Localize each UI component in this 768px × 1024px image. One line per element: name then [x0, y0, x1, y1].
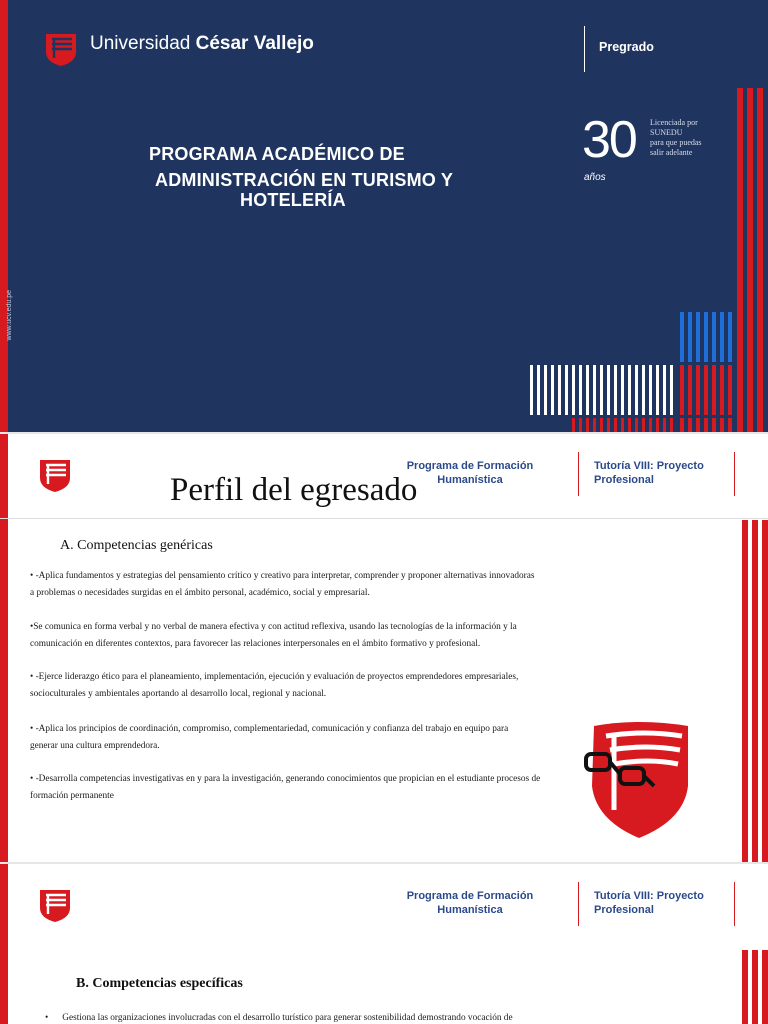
page-title: Perfil del egresado [170, 472, 418, 508]
tutoria-label: Tutoría VIII: Proyecto Profesional [594, 460, 704, 486]
generic-item-3: • -Ejerce liderazgo ético para el planeamiento, implementación, ejecución y evaluación de proyectos emprendedores empresariales, socioculturales y ambientales aportando al desarrollo local, regional y nacional. [30, 672, 519, 699]
header-divider-right [734, 452, 735, 496]
program-label: Programa de Formación Humanística [406, 890, 534, 916]
pregrado-label: Pregrado [599, 40, 654, 54]
specific-item-1: • Gestiona las organizaciones involucradas con el desarrollo turístico para generar sostenibilidad demostrando vocación de [45, 1010, 575, 1024]
generic-item-2: •Se comunica en forma verbal y no verbal de manera efectiva y con actitud reflexiva, usando las tecnologías de la información y la comunicación en diferentes contextos, para favorecer las relaciones interpersonales en el ámbito formativo y profesional. [30, 622, 517, 649]
website-text: www.ucv.edu.pe [6, 290, 13, 341]
cover-stripes-decoration [0, 0, 768, 432]
bullet-icon: • [45, 1013, 49, 1023]
profile-slide [0, 434, 768, 862]
generic-item-5: • -Desarrolla competencias investigativas en y para la investigación, generando conocimientos que propician en el estudiante procesos de formación permanente [30, 774, 541, 801]
right-stripes-decoration [738, 520, 768, 862]
ucv-logo-icon [38, 886, 72, 922]
header-divider [578, 882, 579, 926]
program-label: Programa de Formación Humanística [406, 460, 534, 486]
ucv-logo-icon [38, 456, 72, 492]
right-stripes-decoration [738, 950, 768, 1024]
specific-competencies-slide [0, 864, 768, 1024]
tutoria-label: Tutoría VIII: Proyecto Profesional [594, 890, 704, 916]
cover-slide [0, 0, 768, 432]
slide-red-bar [0, 864, 8, 1024]
cover-title-line3: HOTELERÍA [240, 190, 346, 210]
slide-red-bar [0, 434, 8, 862]
anniversary-number: 30 [582, 111, 636, 169]
header-divider-right [734, 882, 735, 926]
cover-title-line1: PROGRAMA ACADÉMICO DE [149, 144, 405, 164]
university-name: Universidad César Vallejo [90, 33, 314, 54]
sunedu-license-text: Licenciada por SUNEDU para que puedas salir adelante [650, 118, 702, 157]
header-divider [578, 452, 579, 496]
generic-item-4: • -Aplica los principios de coordinación, compromiso, complementariedad, comunicación y confianza del trabajo en equipo para generar una cultura emprendedora. [30, 724, 509, 751]
header-underline [0, 518, 768, 519]
anniversary-unit: años [584, 172, 606, 183]
generic-competencies-heading: A. Competencias genéricas [60, 538, 213, 553]
generic-item-1: • -Aplica fundamentos y estrategias del pensamiento crítico y creativo para interpretar, comprender y proponer alternativas innovadoras a problemas o necesidades surgidas en el ámbito personal, académico, social y empresarial. [30, 571, 535, 598]
ucv-mascot-logo-with-glasses-icon [584, 720, 694, 840]
specific-competencies-heading: B. Competencias específicas [76, 976, 243, 991]
cover-title-line2: ADMINISTRACIÓN EN TURISMO Y [155, 170, 454, 190]
